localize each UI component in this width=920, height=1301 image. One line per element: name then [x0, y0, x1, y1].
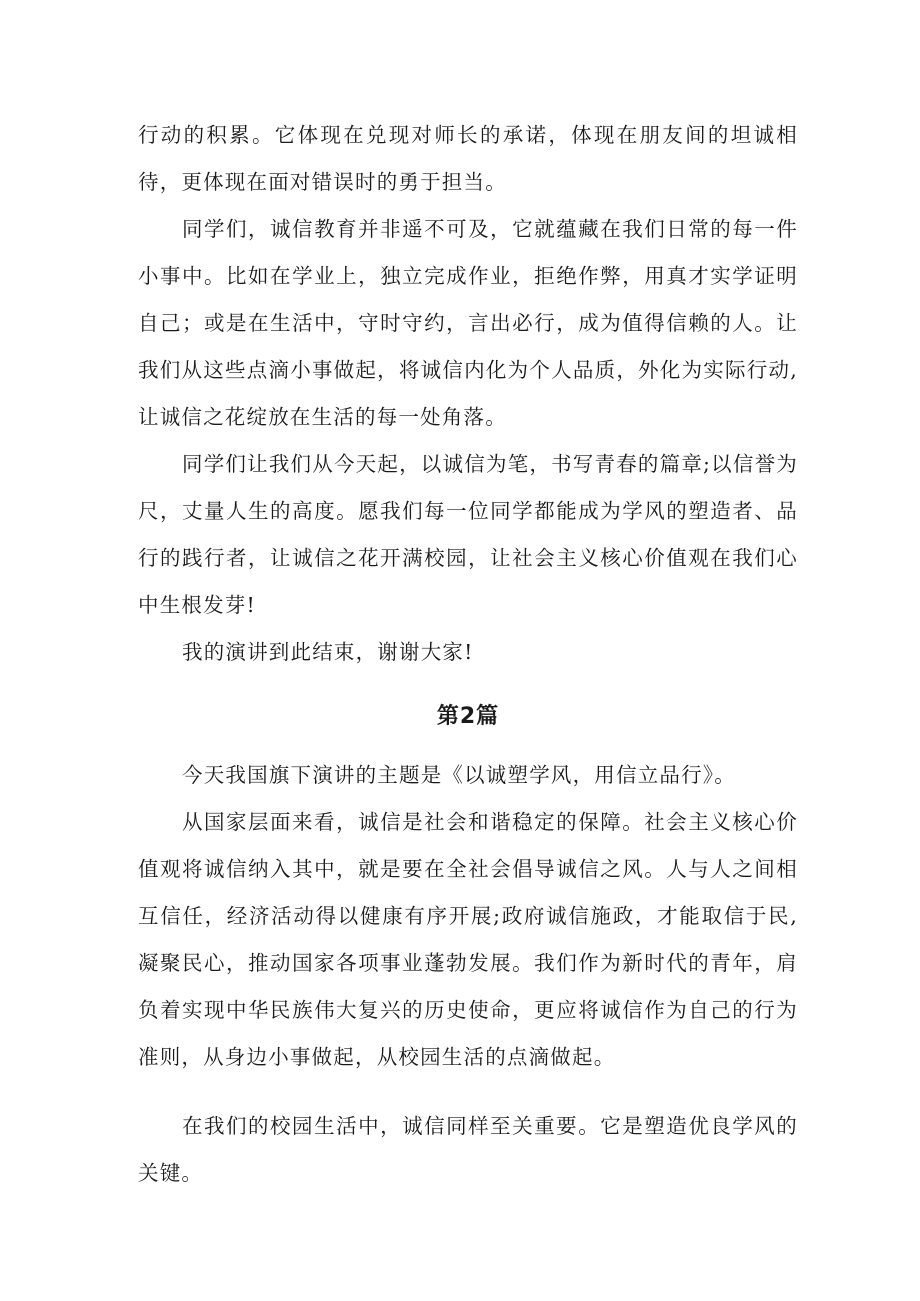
paragraph-call-to-action: 同学们让我们从今天起，以诚信为笔，书写青春的篇章;以信誉为尺，丈量人生的高度。愿我们每一位同学都能成为学风的塑造者、品行的践行者，让诚信之花开满校园，让社会主义核心价值观在我们心中生根发芽! [138, 452, 798, 617]
paragraph-campus-life: 在我们的校园生活中，诚信同样至关重要。它是塑造优良学风的关键。 [138, 1114, 798, 1185]
document-page [138, 112, 798, 1197]
paragraph-closing: 我的演讲到此结束，谢谢大家! [182, 640, 474, 664]
paragraph-speech-topic: 今天我国旗下演讲的主题是《以诚塑学风，用信立品行》。 [182, 763, 736, 787]
paragraph-integrity-daily: 同学们，诚信教育并非遥不可及，它就蕴藏在我们日常的每一件小事中。比如在学业上，独立完成作业，拒绝作弊，用真才实学证明自己；或是在生活中，守时守约，言出必行，成为值得信赖的人。让我们从这些点滴小事做起，将诚信内化为个人品质，外化为实际行动,让诚信之花绽放在生活的每一处角落。 [138, 217, 798, 429]
section-heading: 第2篇 [436, 704, 500, 729]
paragraph-national-level: 从国家层面来看，诚信是社会和谐稳定的保障。社会主义核心价值观将诚信纳入其中，就是要在全社会倡导诚信之风。人与人之间相互信任，经济活动得以健康有序开展;政府诚信施政，才能取信于民,凝聚民心，推动国家各项事业蓬勃发展。我们作为新时代的青年，肩负着实现中华民族伟大复兴的历史使命，更应将诚信作为自己的行为准则，从身边小事做起，从校园生活的点滴做起。 [138, 810, 798, 1069]
paragraph-gap [138, 1081, 798, 1103]
paragraph-continuation: 行动的积累。它体现在兑现对师长的承诺，体现在朋友间的坦诚相待，更体现在面对错误时的勇于担当。 [138, 123, 798, 194]
